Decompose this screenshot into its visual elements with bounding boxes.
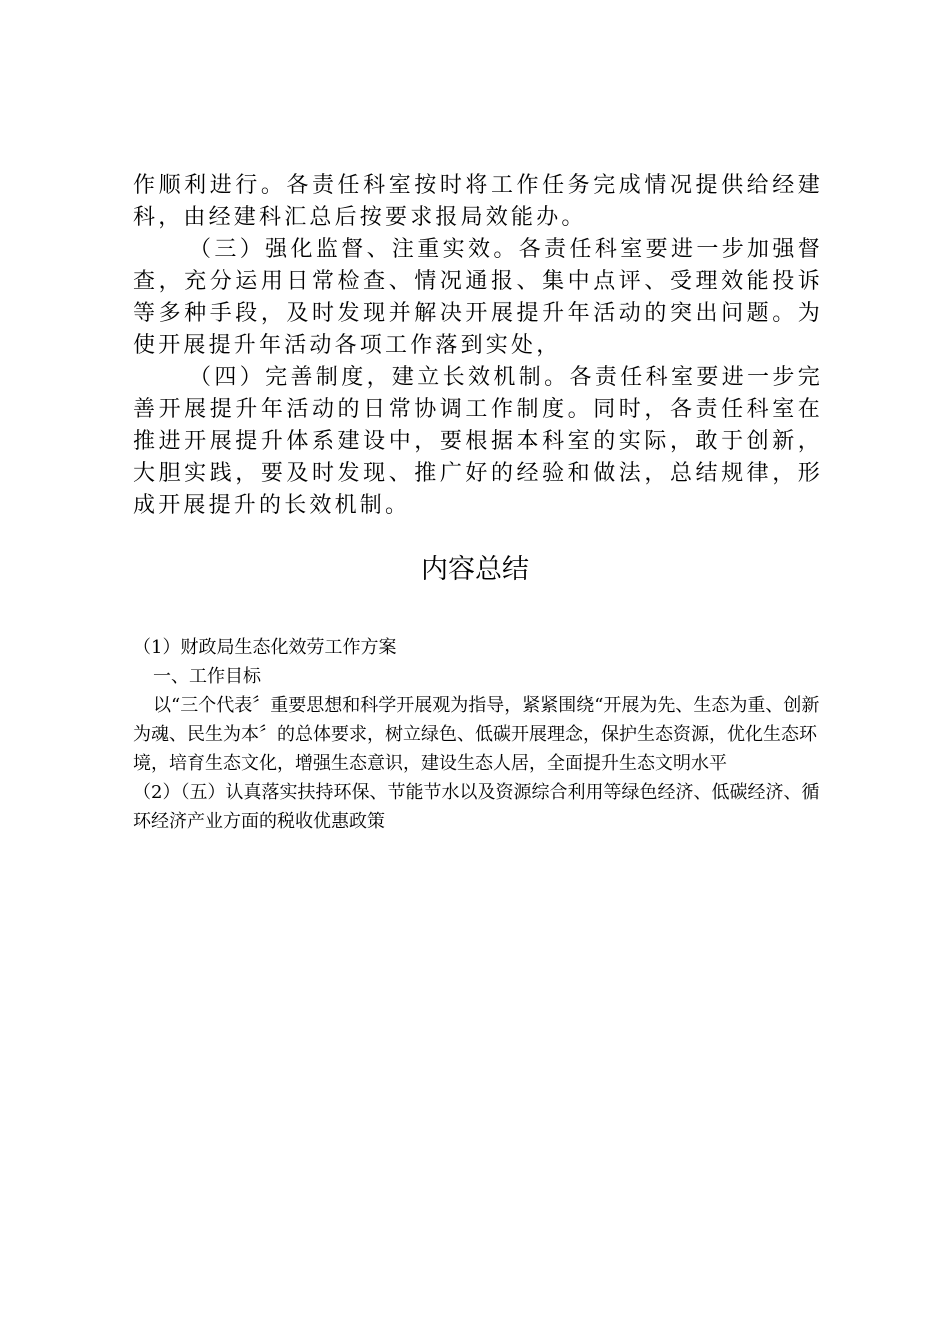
summary-item-plan-title: （1）财政局生态化效劳工作方案 [133,637,397,658]
summary-item-goal-heading: 一、工作目标 [153,666,261,687]
paragraph-supervision: （三）强化监督、注重实效。各责任科室要进一步加强督查，充分运用日常检查、情况通报、集中点评、受理效能投诉等多种手段，及时发现并解决开展提升年活动的突出问题。为使开展提升年活动各项工作落到实处， [133,237,823,358]
summary-item-goal-text: 以“三个代表〞重要思想和科学开展观为指导，紧紧围绕“开展为先、生态为重、创新为魂、民生为本〞的总体要求，树立绿色、低碳开展理念，保护生态资源，优化生态环境，培育生态文化，增强生态意识，建设生态人居，全面提升生态文明水平 [133,695,820,774]
document-body [133,170,823,522]
summary-item-tax-policy: （2）（五）认真落实扶持环保、节能节水以及资源综合利用等绿色经济、低碳经济、循环经济产业方面的税收优惠政策 [133,782,820,832]
summary-section [133,633,833,836]
paragraph-mechanism: （四）完善制度，建立长效机制。各责任科室要进一步完善开展提升年活动的日常协调工作制度。同时，各责任科室在推进开展提升体系建设中，要根据本科室的实际，敢于创新，大胆实践，要及时发现、推广好的经验和做法，总结规律，形成开展提升的长效机制。 [133,365,823,518]
paragraph-continuation: 作顺利进行。各责任科室按时将工作任务完成情况提供给经建科，由经建科汇总后按要求报局效能办。 [133,173,823,230]
summary-heading: 内容总结 [421,554,529,585]
